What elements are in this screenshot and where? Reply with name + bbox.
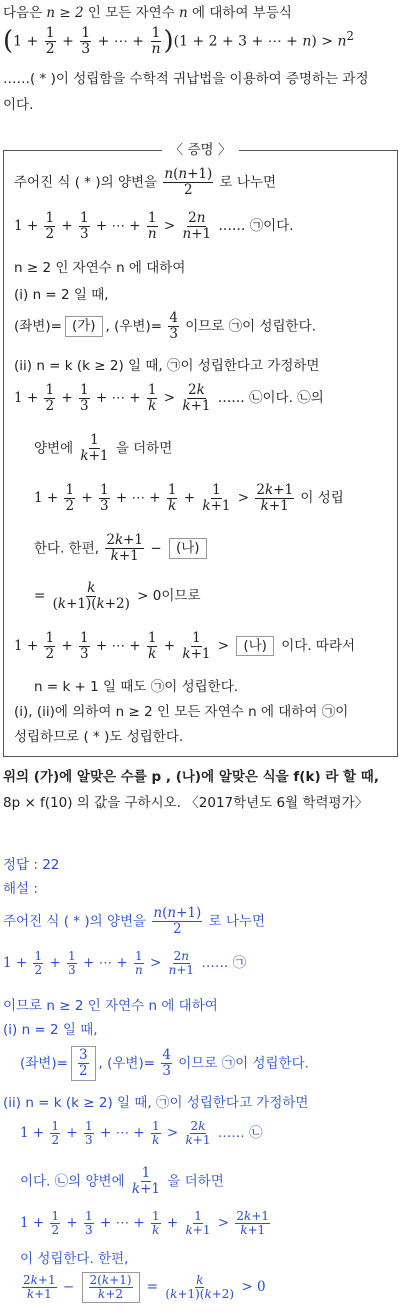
blank-na: (나) [169, 538, 207, 558]
proof-line-3: n ≥ 2 인 자연수 n 에 대하여 [14, 260, 186, 276]
proof-line-6: (ii) n = k (k ≥ 2) 일 때, ㉠이 성립한다고 가정하면 [14, 358, 320, 374]
proof-line-13: n = k + 1 일 때도 ㉠이 성립한다. [34, 679, 239, 695]
inequality-a: 1 + $\frac{1}{2}$ + $\frac{1}{3}$ + ⋯ + $\frac{1}{n}$ > $\frac{2n}{n+1}$ …… ㉠이다. [14, 210, 294, 242]
inequality-d: 1 + $\frac{1}{2}$ + $\frac{1}{3}$ + ⋯ + $\frac{1}{k}$ + $\frac{1}{k+1}$ > (나) 이다. 따라서 [14, 630, 356, 662]
problem-line-1 [3, 4, 292, 22]
problem-line-3: ……( * )이 성립함을 수학적 귀납법을 이용하여 증명하는 과정 [3, 71, 369, 87]
problem-text: 인 모든 자연수 [87, 5, 175, 21]
question-line-2: 8p × f(10) 의 값을 구하시오. 〈2017학년도 6월 학력평가〉 [3, 795, 369, 811]
question-line-1: 위의 (가)에 알맞은 수를 p , (나)에 알맞은 식을 f(k) 라 할 때, [3, 769, 379, 785]
proof-line-4: (i) n = 2 일 때, [14, 287, 109, 303]
answer-line-6: (ii) n = k (k ≥ 2) 일 때, ㉠이 성립한다고 가정하면 [3, 1095, 309, 1111]
blank-ga: (가) [65, 316, 103, 336]
inequality-c: 1 + $\frac{1}{2}$ + $\frac{1}{3}$ + ⋯ + $\frac{1}{k}$ + $\frac{1}{k+1}$ > $\frac{2k+1}{k+1}$ 이 성립 [34, 482, 344, 514]
proof-line-10: 한다. 한편, $\frac{2k+1}{k+1}$ − (나) [34, 533, 210, 564]
answer-line-5: (좌변)= $\frac{3}{2}$ , (우변)= $\frac{4}{3}$ 이므로 ㉠이 성립한다. [20, 1047, 309, 1079]
answer-box-ga: $\frac{3}{2}$ [71, 1046, 96, 1081]
proof-line-8: 양변에 $\frac{1}{k+1}$ 을 더하면 [34, 432, 173, 464]
proof-title: 〈 증명 〉 [4, 141, 397, 159]
answer-inequality-c: 1 + $\frac{1}{2}$ + $\frac{1}{3}$ + ⋯ + $\frac{1}{k}$ + $\frac{1}{k+1}$ > $\frac{2k+1}{k+1}$ [20, 1209, 270, 1238]
proof-line-14: (i), (ii)에 의하여 n ≥ 2 인 모든 자연수 n 에 대하여 ㉠이 [14, 704, 349, 720]
blank-na-2: (나) [236, 636, 274, 656]
answer-line-4: (i) n = 2 일 때, [3, 1022, 98, 1038]
answer-label: 정답 : 22 [3, 857, 60, 873]
inequality-b: 1 + $\frac{1}{2}$ + $\frac{1}{3}$ + ⋯ + $\frac{1}{k}$ > $\frac{2k}{k+1}$ …… ㉡이다. ㉡의 [14, 382, 324, 414]
proof-line-5: (좌변)= (가) , (우변)= $\frac{4}{3}$ 이므로 ㉠이 성립한다. [14, 310, 316, 342]
answer-line-1: 주어진 식 ( * )의 양변을 $\frac{n(n+1)}{2}$ 로 나누면 [3, 905, 265, 937]
problem-text: 에 대하여 부등식 [192, 5, 292, 21]
answer-inequality-a: 1 + $\frac{1}{2}$ + $\frac{1}{3}$ + ⋯ + $\frac{1}{n}$ > $\frac{2n}{n+1}$ …… ㉠ [3, 949, 247, 978]
answer-line-11: $\frac{2k+1}{k+1}$ − $\frac{2(k+1)}{k+2}$ = $\frac{k}{(k+1)(k+2)}$ > 0 [20, 1272, 266, 1303]
proof-line-1: 주어진 식 ( * )의 양변을 $\frac{n(n+1)}{2}$ 로 나누면 [14, 166, 276, 198]
answer-inequality-b: 1 + $\frac{1}{2}$ + $\frac{1}{3}$ + ⋯ + $\frac{1}{k}$ > $\frac{2k}{k+1}$ …… ㉡ [20, 1119, 263, 1148]
answer-line-8: 이다. ㉡의 양변에 $\frac{1}{k+1}$ 을 더하면 [20, 1165, 224, 1197]
answer-line-3: 이므로 n ≥ 2 인 자연수 n 에 대하여 [3, 998, 218, 1014]
answer-box-na: $\frac{2(k+1)}{k+2}$ [82, 1272, 140, 1303]
math-inline: n ≥ 2 [46, 5, 84, 21]
problem-line-4: 이다. [3, 97, 34, 113]
answer-line-10: 이 성립한다. 한편, [20, 1251, 129, 1267]
main-inequality: (1 + $\frac{1}{2}$ + $\frac{1}{3}$ + ⋯ + $\frac{1}{n}$ )(1 + 2 + 3 + ⋯ + $n) > n^2$ [3, 24, 354, 58]
proof-line-11: = $\frac{k}{(k+1)(k+2)}$ > 0이므로 [34, 580, 201, 612]
math-inline: n [179, 5, 188, 21]
explanation-label: 해설 : [3, 881, 38, 897]
proof-box [3, 142, 398, 757]
problem-text: 다음은 [3, 5, 43, 21]
proof-line-15: 성립하므로 ( * )도 성립한다. [14, 729, 184, 745]
